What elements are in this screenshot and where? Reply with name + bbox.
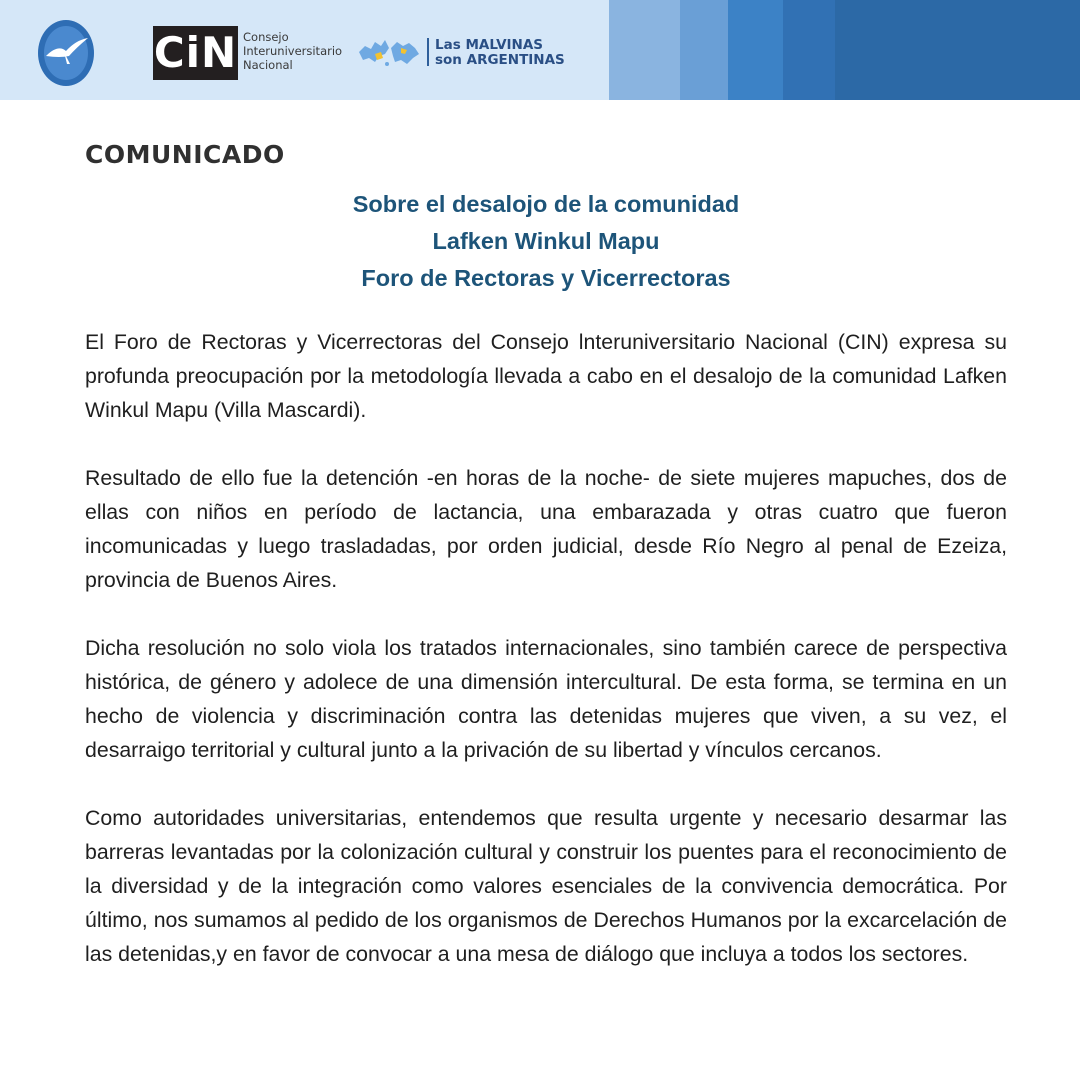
body-paragraph: Como autoridades universitarias, entendemos que resulta urgente y necesario desarmar las barreras levantadas por la colonización cultural y construir los puentes para el reconocimiento de la diversidad y de la integración como valores esenciales de la convivencia democrática. Por último, nos sumamos al pedido de los organismos de Derechos Humanos por la excarcelación de las detenidas,y en favor de convocar a una mesa de diálogo que incluya a todos los sectores. [85,806,1007,966]
cin-name-line: Consejo [243,30,289,44]
university-seal-icon [36,18,96,88]
malvinas-slogan-line: son ARGENTINAS [435,52,565,68]
cin-logo-mark: CiN [153,26,238,80]
malvinas-islands-icon [357,34,421,70]
body-paragraph: Resultado de ello fue la detención -en horas de la noche- de siete mujeres mapuches, dos de ellas con niños en período de lactancia, una embarazada y otras cuatro que fueron incomunicadas y luego trasladadas, por orden judicial, desde Río Negro al penal de Ezeiza, provincia de Buenos Aires. [85,466,1007,592]
body-paragraph: El Foro de Rectoras y Vicerrectoras del Consejo lnteruniversitario Nacional (CIN) expresa su profunda preocupación por la metodología llevada a cabo en el desalojo de la comunidad Lafken Winkul Mapu (Villa Mascardi). [85,330,1007,422]
header-stripe [783,0,835,100]
document-body [85,325,1007,1005]
malvinas-divider [427,38,429,66]
header-banner [0,0,1080,100]
title-line: Lafken Winkul Mapu [432,228,660,254]
document-heading: COMUNICADO [85,140,285,169]
malvinas-slogan [435,38,565,68]
cin-name-line: Nacional [243,58,293,72]
document-title [85,186,1007,297]
title-line: Foro de Rectoras y Vicerrectoras [361,265,731,291]
header-stripe [728,0,783,100]
header-stripe [609,0,680,100]
title-line: Sobre el desalojo de la comunidad [352,191,740,217]
header-stripe [680,0,728,100]
cin-logo-name [243,30,342,72]
cin-name-line: Interuniversitario [243,44,343,58]
body-paragraph: Dicha resolución no solo viola los tratados internacionales, sino también carece de perspectiva histórica, de género y adolece de una dimensión intercultural. De esta forma, se termina en un hecho de violencia y discriminación contra las detenidas mujeres que viven, a su vez, el desarraigo territorial y cultural junto a la privación de su libertad y vínculos cercanos. [85,636,1007,762]
header-stripe [835,0,1080,100]
malvinas-slogan-line: Las MALVINAS [435,37,544,53]
